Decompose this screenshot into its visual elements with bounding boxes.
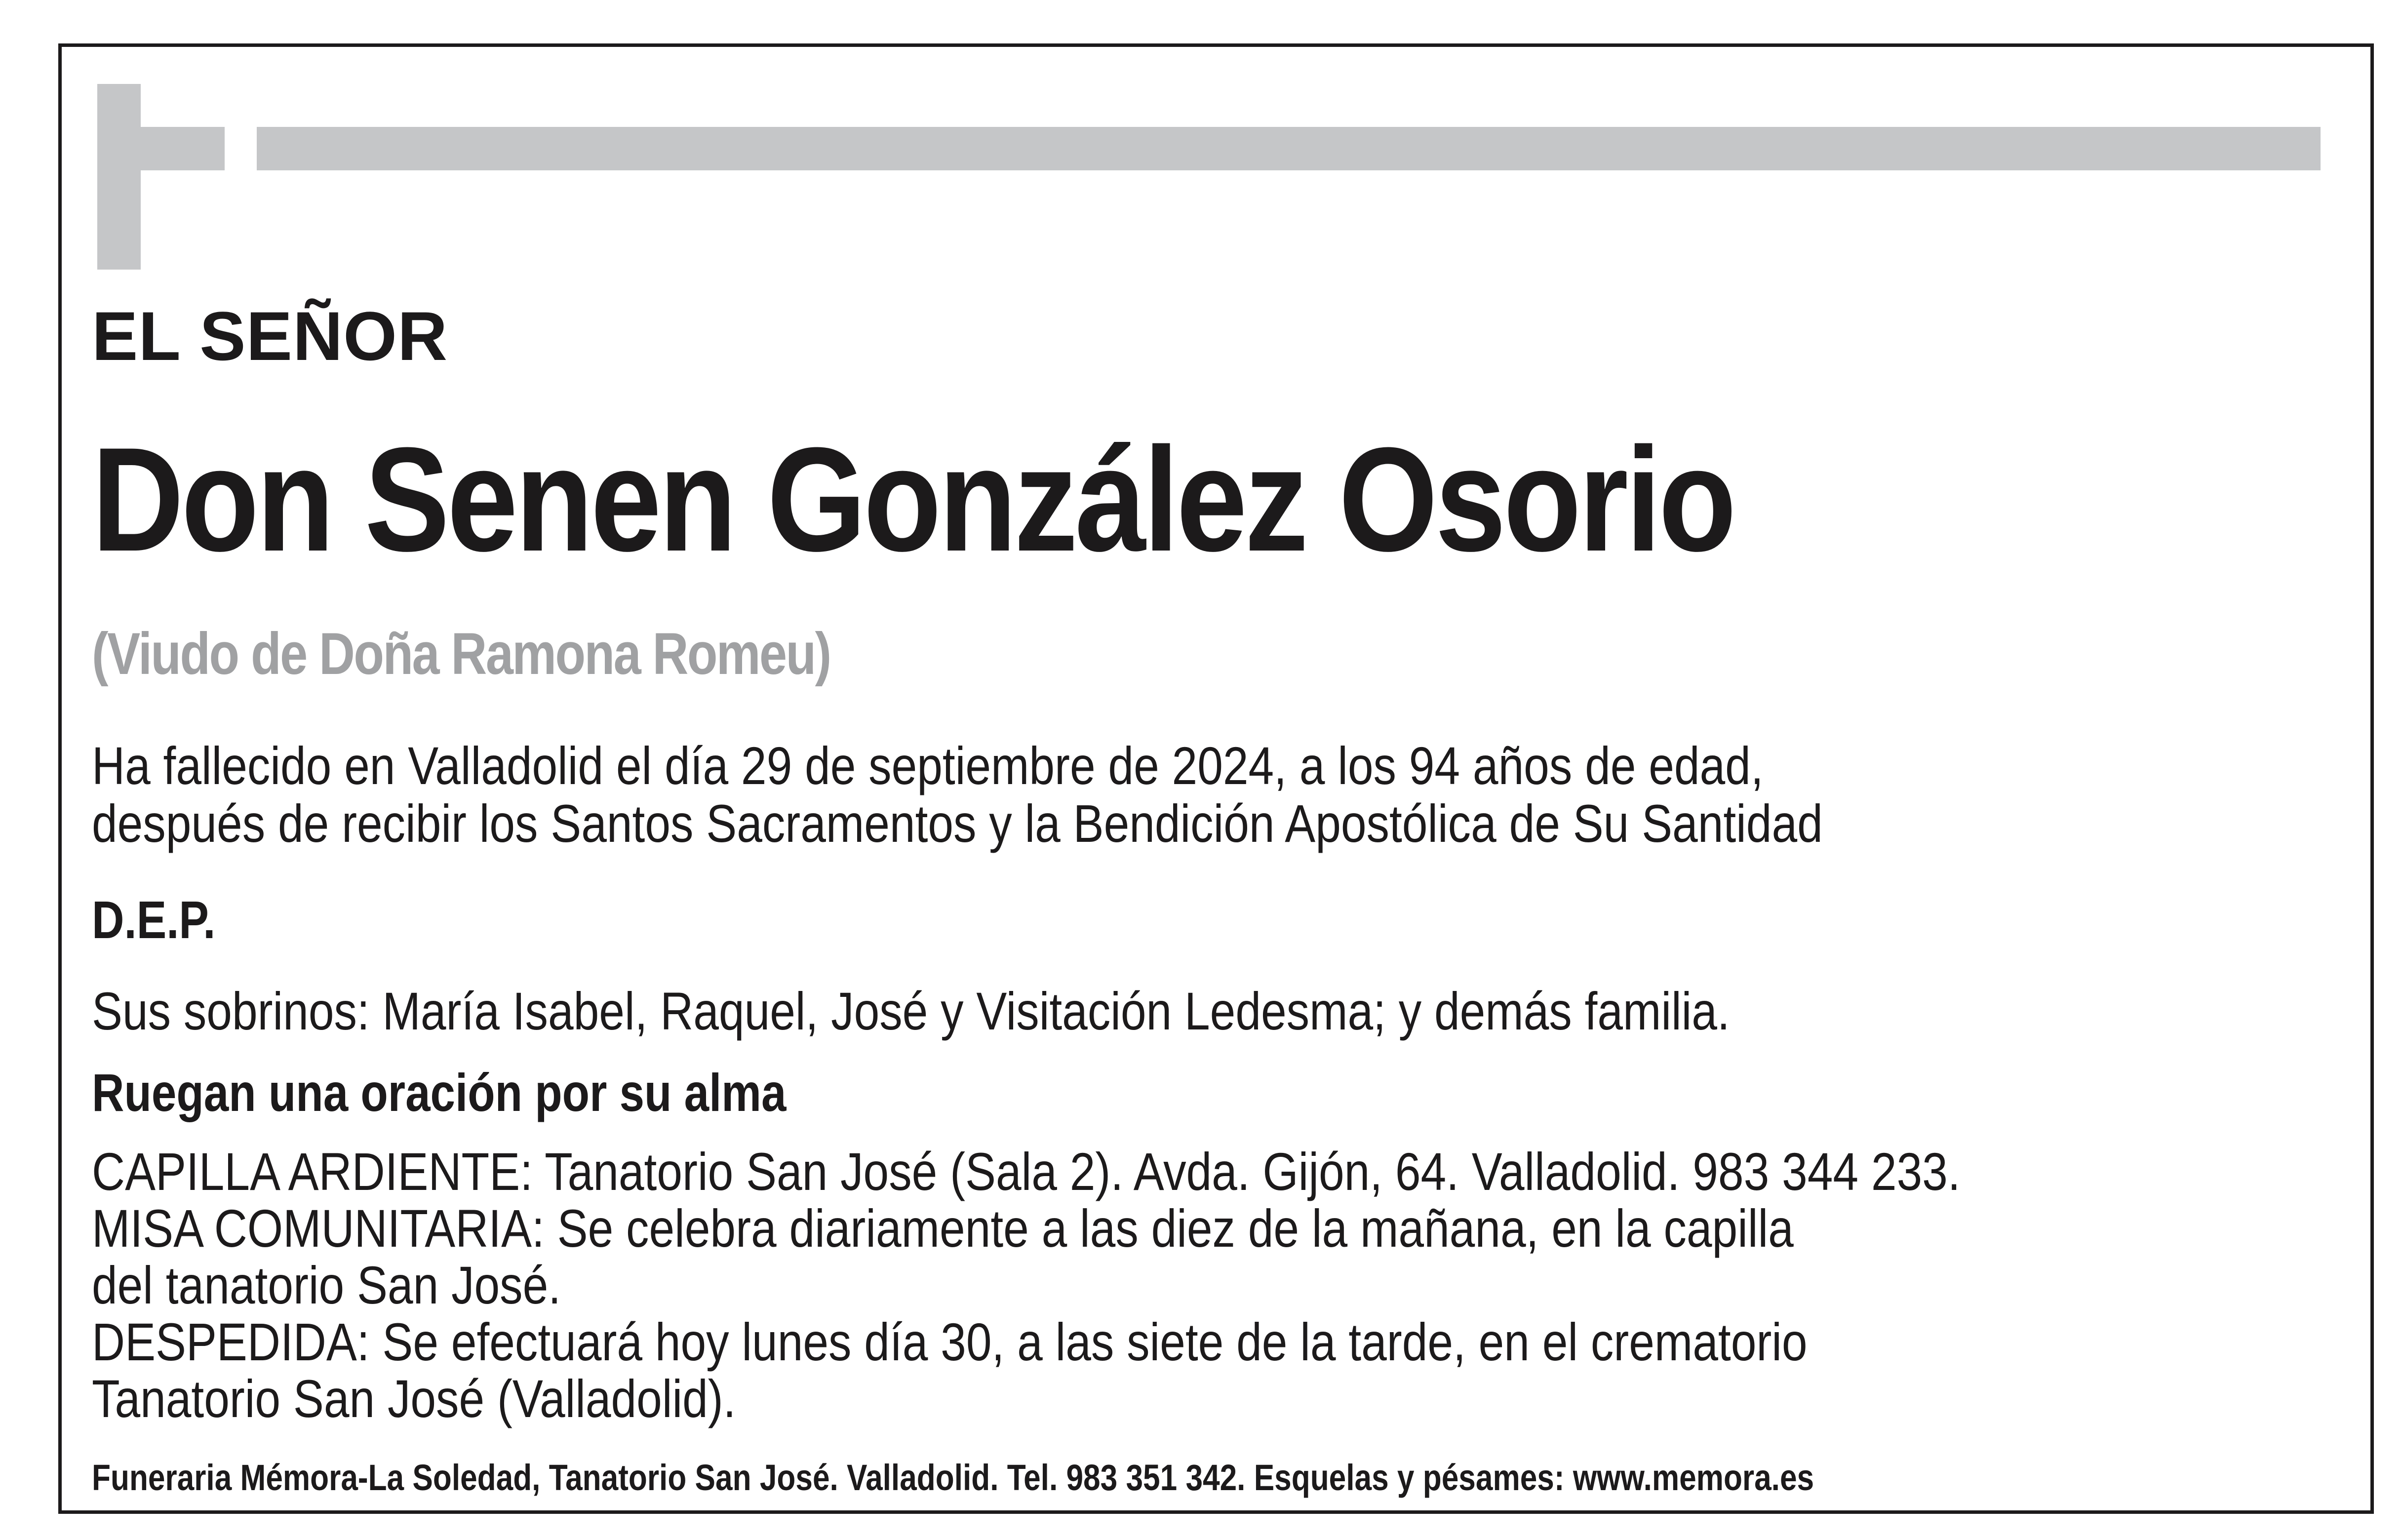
announcement-line: después de recibir los Santos Sacramentos y la Bendición Apostólica de Su Santidad: [92, 793, 1823, 853]
honorific: EL SEÑOR: [92, 297, 448, 375]
header-rule: [257, 127, 2321, 170]
detail-line: DESPEDIDA: Se efectuará hoy lunes día 30, a las siete de la tarde, en el crematorio: [92, 1312, 1808, 1372]
detail-line: del tanatorio San José.: [92, 1255, 561, 1315]
funeral-home-footer: Funeraria Mémora-La Soledad, Tanatorio San José. Valladolid. Tel. 983 351 342. Esquelas y pésames: www.memora.es: [92, 1457, 1814, 1498]
widow-of: (Viudo de Doña Ramona Romeu): [92, 621, 830, 687]
cross-icon: [97, 84, 141, 270]
cross-icon-arm: [97, 127, 225, 170]
detail-line: CAPILLA ARDIENTE: Tanatorio San José (Sala 2). Avda. Gijón, 64. Valladolid. 983 344 233.: [92, 1142, 1961, 1201]
rip-label: D.E.P.: [92, 890, 216, 949]
family-line: Sus sobrinos: María Isabel, Raquel, José y Visitación Ledesma; y demás familia.: [92, 981, 1730, 1041]
deceased-name: Don Senen González Osorio: [92, 416, 1734, 582]
detail-line: MISA COMUNITARIA: Se celebra diariamente a las diez de la mañana, en la capilla: [92, 1198, 1794, 1258]
detail-line: Tanatorio San José (Valladolid).: [92, 1369, 736, 1428]
prayer-request: Ruegan una oración por su alma: [92, 1063, 787, 1122]
announcement-line: Ha fallecido en Valladolid el día 29 de septiembre de 2024, a los 94 años de edad,: [92, 736, 1764, 795]
